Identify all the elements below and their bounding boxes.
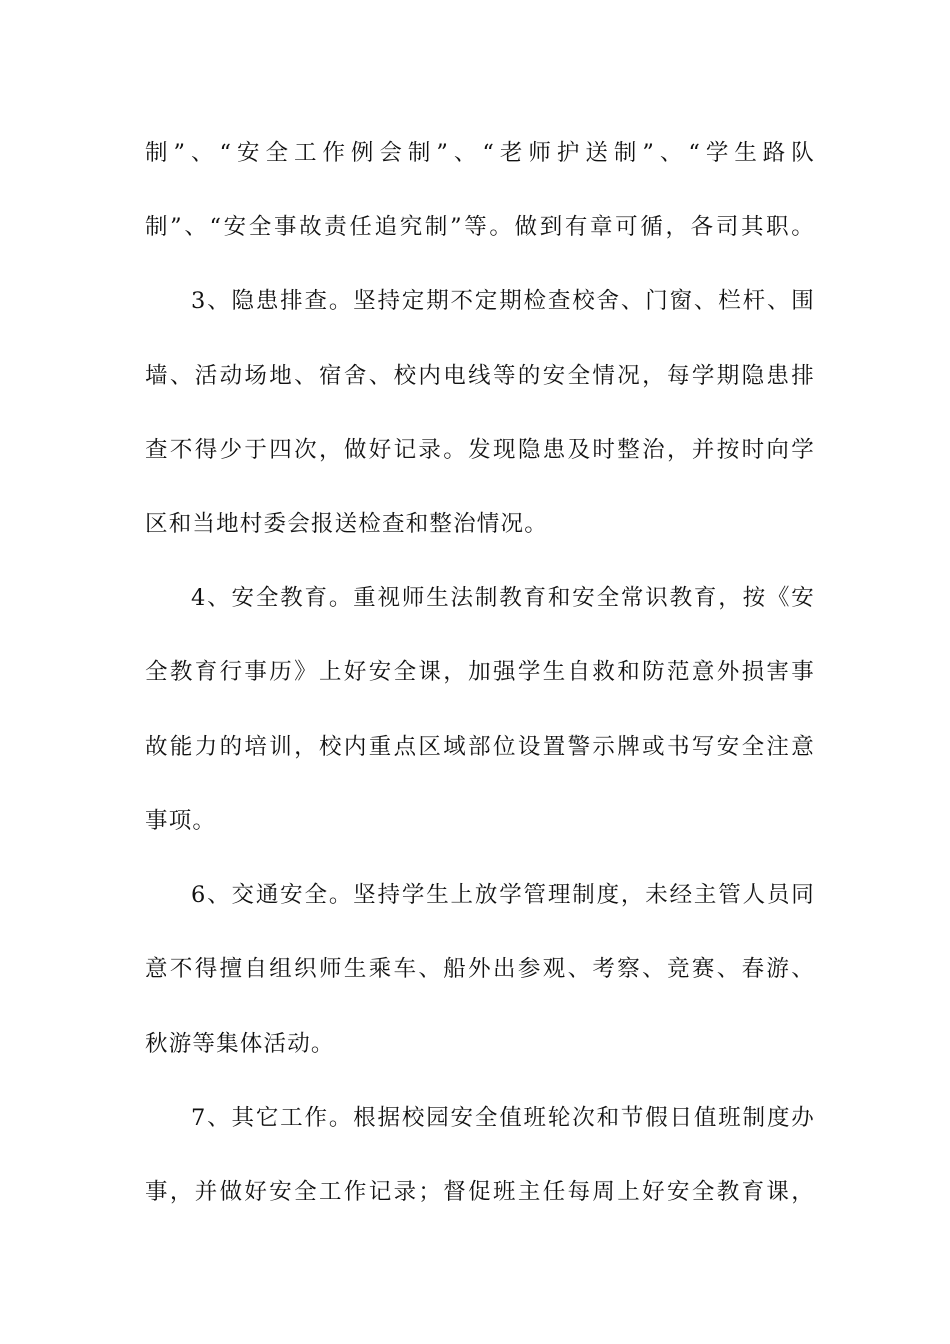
text-line: 秋游等集体活动。 [145,1031,335,1057]
text-line: 事项。 [145,808,217,834]
paragraph-3-start: 3、隐患排查。坚持定期不定期检查校舍、门窗、栏杆、围 [191,288,815,314]
text-line: 墙、活动场地、宿舍、校内电线等的安全情况，每学期隐患排 [145,363,815,389]
text-line: 查不得少于四次，做好记录。发现隐患及时整治，并按时向学 [145,437,815,463]
text-line: 故能力的培训，校内重点区域部位设置警示牌或书写安全注意 [145,734,815,760]
text-line: 事，并做好安全工作记录；督促班主任每周上好安全教育课， [145,1179,815,1205]
text-line: 制”、“安全事故责任追究制”等。做到有章可循，各司其职。 [145,214,815,240]
paragraph-4-start: 4、安全教育。重视师生法制教育和安全常识教育，按《安 [191,585,815,611]
text-line: 全教育行事历》上好安全课，加强学生自救和防范意外损害事 [145,659,815,685]
paragraph-7-start: 7、其它工作。根据校园安全值班轮次和节假日值班制度办 [191,1105,815,1131]
text-line: 意不得擅自组织师生乘车、船外出参观、考察、竞赛、春游、 [145,956,815,982]
text-line: 制”、“安全工作例会制”、“老师护送制”、“学生路队 [145,140,815,166]
paragraph-6-start: 6、交通安全。坚持学生上放学管理制度，未经主管人员同 [191,882,815,908]
text-line: 区和当地村委会报送检查和整治情况。 [145,511,548,537]
